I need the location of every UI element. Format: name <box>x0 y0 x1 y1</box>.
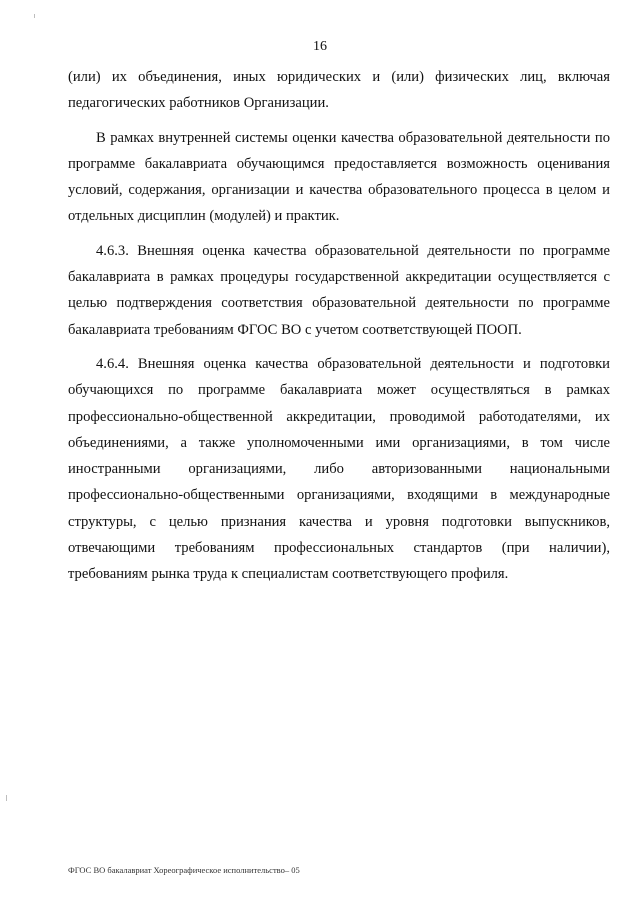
scan-edge-mark-bottom <box>6 795 7 801</box>
body-text <box>68 64 610 588</box>
page-number: 16 <box>313 39 327 54</box>
paragraph-4-6-3: 4.6.3. Внешняя оценка качества образовательной деятельности по программе бакалавриата в рамках процедуры государственной аккредитации осуществляется с целью подтверждения соответствия образовательной деятельности по программе бакалавриата требованиям ФГОС ВО с учетом соответствующей ПООП. <box>68 242 610 338</box>
paragraph-continuation: (или) их объединения, иных юридических и (или) физических лиц, включая педагогических работников Организации. <box>68 69 610 112</box>
document-footer: ФГОС ВО бакалавриат Хореографическое исполнительство– 05 <box>68 865 300 875</box>
paragraph-internal-assessment: В рамках внутренней системы оценки качества образовательной деятельности по программе бакалавриата обучающимся предоставляется возможность оценивания условий, содержания, организации и качества образовательного процесса в целом и отдельных дисциплин (модулей) и практик. <box>68 129 610 225</box>
paragraph-4-6-4: 4.6.4. Внешняя оценка качества образовательной деятельности и подготовки обучающихся по программе бакалавриата может осуществляться в рамках профессионально-общественной аккредитации, проводимой работодателями, их объединениями, а также уполномоченными ими организациями, в том числе иностранными организациями, либо авторизованными национальными профессионально-общественными организациями, входящими в международные структуры, с целью признания качества и уровня подготовки выпускников, отвечающими требованиям профессиональных стандартов (при наличии), требованиям рынка труда к специалистам соответствующего профиля. <box>68 355 610 583</box>
scan-edge-mark-top <box>34 14 35 18</box>
